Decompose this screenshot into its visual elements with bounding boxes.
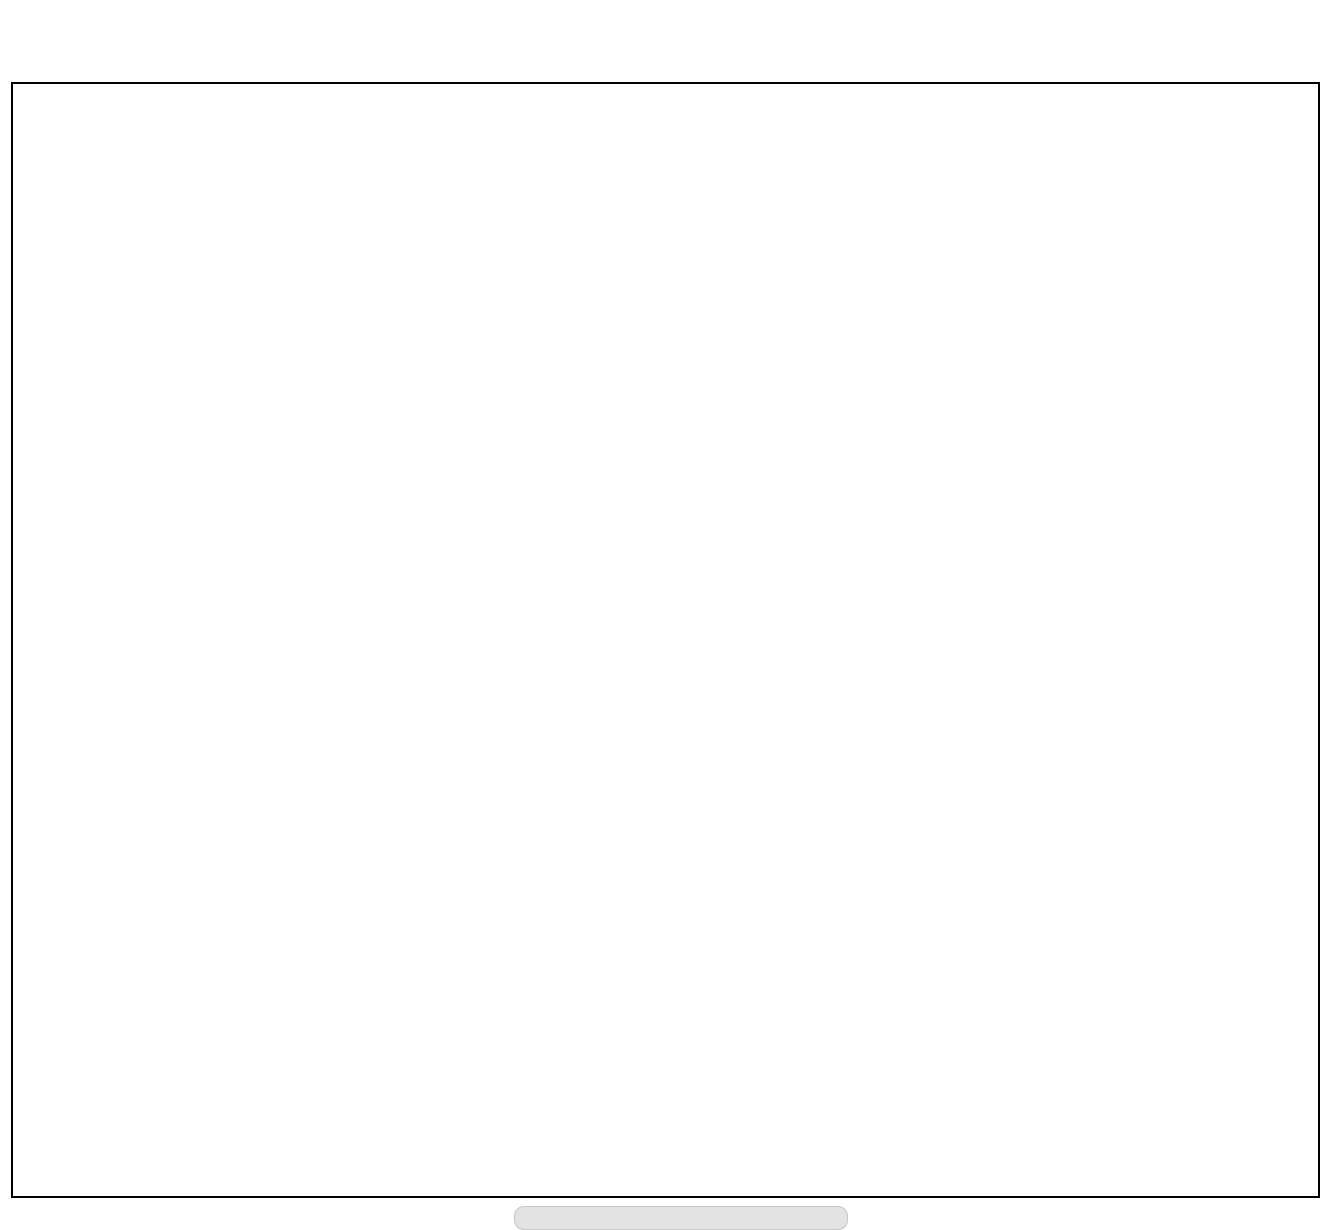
bureau-table xyxy=(11,82,1320,1198)
horizontal-scrollbar-thumb[interactable] xyxy=(514,1206,848,1230)
